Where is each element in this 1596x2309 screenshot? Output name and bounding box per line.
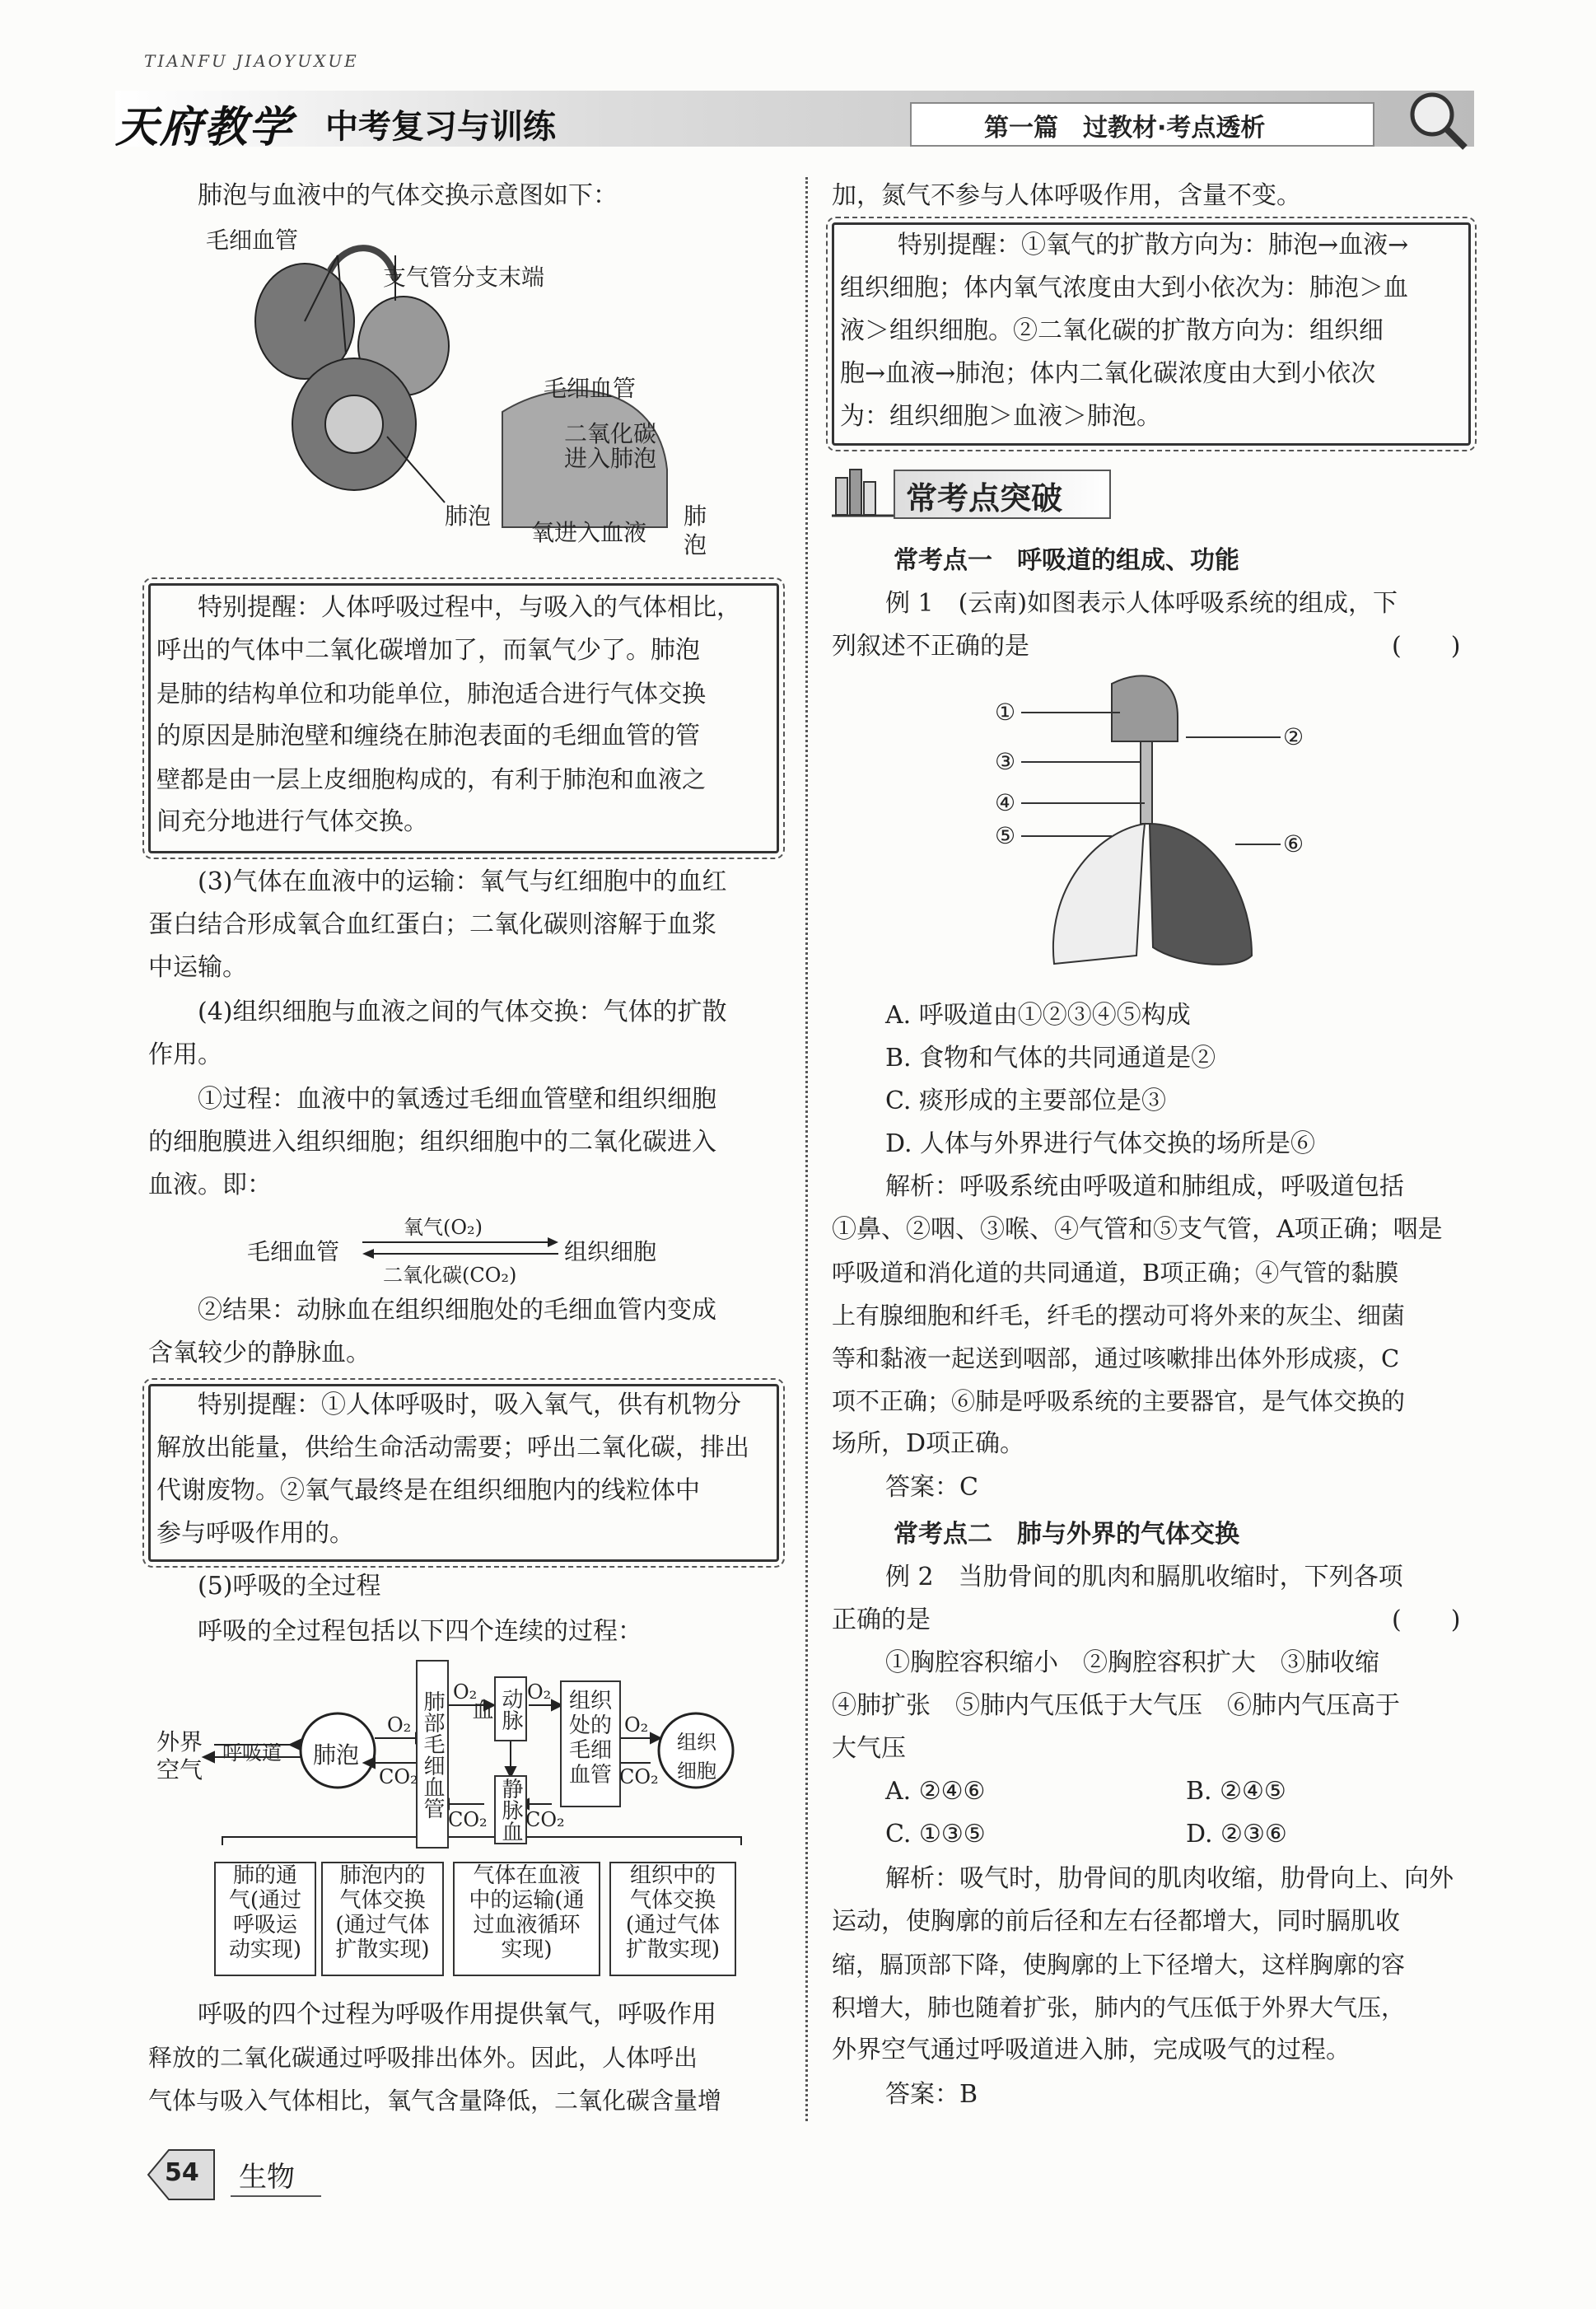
s3-l4: 实现): [501, 1937, 553, 1962]
tip1-line-1: 特别提醒：人体呼吸过程中，与吸入的气体相比，: [198, 593, 741, 622]
opt2-c: C. ①③⑤: [885, 1820, 986, 1849]
ex2-line-2: 正确的是: [832, 1606, 931, 1634]
p8: 呼吸的全过程包括以下四个连续的过程：: [198, 1617, 642, 1646]
column-divider: [805, 177, 808, 2121]
s4-l3: (通过气体: [625, 1913, 721, 1937]
right-continuation: 加，氮气不参与人体呼吸作用，含量不变。: [832, 181, 1301, 210]
p9-line-2: 释放的二氧化碳通过呼吸排出体外。因此，人体呼出: [148, 2044, 698, 2072]
ana2-line-4: 积增大，肺也随着扩张，肺内的气压低于外界大气压，: [832, 1993, 1406, 2022]
items2-line-3: 大气压: [832, 1734, 906, 1763]
tip3-line-1: 特别提醒：①氧气的扩散方向为：肺泡→血液→: [898, 231, 1409, 259]
flow-air-1: 外界: [156, 1728, 203, 1755]
flow-vein: [494, 1775, 527, 1844]
tip3-line-2: 组织细胞；体内氧气浓度由大到小依次为：肺泡＞血: [840, 273, 1408, 302]
opt2-b: B. ②④⑤: [1186, 1777, 1286, 1806]
opt1-d: D. 人体与外界进行气体交换的场所是⑥: [885, 1129, 1316, 1158]
s4-l1: 组织中的: [629, 1863, 716, 1888]
flow-stage-2: [321, 1862, 444, 1976]
fig2-label-2: ②: [1283, 723, 1304, 750]
s2-l1: 肺泡内的: [339, 1863, 426, 1888]
p3-line-1: (3)气体在血液中的运输：氧气与红细胞中的血红: [198, 867, 727, 896]
s4-l4: 扩散实现): [625, 1937, 721, 1962]
ans2: 答案：B: [885, 2080, 978, 2109]
tip3-line-5: 为：组织细胞＞血液＞肺泡。: [840, 402, 1161, 431]
s1-l3: 呼吸运: [232, 1913, 297, 1937]
tip2-line-4: 参与呼吸作用的。: [156, 1519, 354, 1548]
ana2-line-5: 外界空气通过呼吸道进入肺，完成吸气的过程。: [832, 2036, 1351, 2064]
s2-l2: 气体交换: [339, 1888, 426, 1913]
eq-left: 毛细血管: [247, 1238, 340, 1265]
tip3-line-3: 液＞组织细胞。②二氧化碳的扩散方向为：组织细: [840, 316, 1384, 345]
flow-lung-capillary: [416, 1660, 449, 1849]
label-alveolus: 肺泡: [445, 502, 492, 530]
flow-alveolus: 肺泡: [313, 1741, 360, 1769]
flow-stage-3: [453, 1862, 600, 1976]
p3-line-3: 中运输。: [148, 953, 247, 982]
items2-line-2: ④肺扩张 ⑤肺内气压低于大气压 ⑥肺内气压高于: [832, 1691, 1400, 1720]
tip1-line-6: 间充分地进行气体交换。: [156, 807, 428, 836]
p9-line-3: 气体与吸入气体相比，氧气含量降低，二氧化碳含量增: [148, 2087, 722, 2115]
p6-line-1: ②结果：动脉血在组织细胞处的毛细血管内变成: [198, 1296, 716, 1325]
opt1-a: A. 呼吸道由①②③④⑤构成: [885, 1001, 1191, 1030]
fig2-label-4: ④: [995, 789, 1016, 816]
opt1-c: C. 痰形成的主要部位是③: [885, 1087, 1166, 1115]
eq-bottom: 二氧化碳(CO₂): [383, 1264, 517, 1287]
ana2-line-3: 缩，膈顶部下降，使胸廓的上下径增大，这样胸廓的容: [832, 1951, 1406, 1979]
ana2-line-1: 解析：吸气时，肋骨间的肌肉收缩，肋骨向上、向外: [885, 1864, 1454, 1893]
flow-lung-capillary-text: 肺部毛细血管: [420, 1690, 445, 1819]
p7: (5)呼吸的全过程: [198, 1572, 381, 1601]
ana2-line-2: 运动，使胸廓的前后径和左右径都增大，同时膈肌收: [832, 1907, 1400, 1936]
flow-co2-2: CO₂: [448, 1808, 488, 1831]
s3-l3: 过血液循环: [473, 1913, 581, 1937]
tip1-line-5: 壁都是由一层上皮细胞构成的，有利于肺泡和血液之: [156, 765, 707, 793]
label-bronchiole: 支气管分支末端: [383, 264, 545, 291]
flow-stage-4: [609, 1862, 736, 1976]
flow-artery-text: 动脉血: [469, 1687, 523, 1731]
s2-l4: 扩散实现): [335, 1937, 430, 1962]
flow-tract: 呼吸道: [222, 1741, 282, 1764]
fig2-label-1: ①: [995, 699, 1016, 726]
tip2-line-2: 解放出能量，供给生命活动需要；呼出二氧化碳，排出: [156, 1433, 749, 1462]
logo-en: TIANFU JIAOYUXUE: [144, 51, 359, 71]
s1-l4: 动实现): [228, 1937, 302, 1962]
ex2-paren: ( ): [1392, 1606, 1461, 1634]
s2-l3: (通过气体: [335, 1913, 430, 1937]
flow-air-2: 空气: [156, 1756, 203, 1783]
respiration-flowchart: [148, 1660, 758, 1989]
opt1-b: B. 食物和气体的共同通道是②: [885, 1044, 1216, 1073]
flow-stage-1: [214, 1862, 316, 1976]
s3-l2: 中的运输(通: [469, 1888, 585, 1913]
s3-l1: 气体在血液: [473, 1863, 581, 1888]
flow-co2-4: CO₂: [619, 1765, 659, 1788]
kp1-title: 常考点一 呼吸道的组成、功能: [894, 546, 1239, 575]
tip1-line-4: 的原因是肺泡壁和缠绕在肺泡表面的毛细血管的管: [156, 722, 700, 750]
items2-line-1: ①胸腔容积缩小 ②胸腔容积扩大 ③肺收缩: [885, 1648, 1379, 1677]
ana1-line-4: 上有腺细胞和纤毛，纤毛的摆动可将外来的灰尘、细菌: [832, 1302, 1406, 1330]
flow-o2-1: O₂: [387, 1713, 412, 1736]
ana1-line-5: 等和黏液一起送到咽部，通过咳嗽排出体外形成痰，C: [832, 1344, 1400, 1372]
tip2-line-1: 特别提醒：①人体呼吸时，吸入氧气，供有机物分: [198, 1391, 741, 1419]
opt2-d: D. ②③⑥: [1186, 1820, 1287, 1849]
alveoli-figure: [198, 222, 725, 568]
footer-rule: [231, 2195, 321, 2197]
opt2-a: A. ②④⑥: [885, 1777, 986, 1806]
series-title: 中考复习与训练: [325, 108, 556, 146]
logo: 天府教学: [115, 103, 294, 152]
s1-l1: 肺的通: [232, 1863, 297, 1888]
p5-line-3: 血液。即：: [148, 1171, 272, 1199]
label-co2-b: 进入肺泡: [564, 445, 657, 472]
ana1-line-1: 解析：呼吸系统由呼吸道和肺组成，呼吸道包括: [885, 1172, 1404, 1201]
heading-title: 常考点突破: [906, 480, 1063, 516]
p3-line-2: 蛋白结合形成氧合血红蛋白；二氧化碳则溶解于血浆: [148, 910, 716, 939]
ana1-line-3: 呼吸道和消化道的共同通道，B项正确；④气管的黏膜: [832, 1259, 1399, 1287]
ex2-line-1: 例 2 当肋骨间的肌肉和膈肌收缩时，下列各项: [885, 1563, 1403, 1592]
footer-subject: 生物: [239, 2161, 295, 2194]
respiratory-figure: [988, 667, 1318, 980]
label-capillary: 毛细血管: [206, 227, 299, 254]
label-o2-blood: 氧进入血液: [531, 519, 647, 546]
magnifier-icon: [1404, 86, 1454, 136]
s4-l2: 气体交换: [629, 1888, 716, 1913]
ex1-line-2: 列叙述不正确的是: [832, 632, 1029, 661]
page-number: 54: [165, 2158, 199, 2187]
flow-co2-3: CO₂: [525, 1808, 565, 1831]
ex1-line-1: 例 1 (云南)如图表示人体呼吸系统的组成，下: [885, 589, 1398, 618]
ana1-line-2: ①鼻、②咽、③喉、④气管和⑤支气管，A项正确；咽是: [832, 1215, 1443, 1244]
kp2-title: 常考点二 肺与外界的气体交换: [894, 1520, 1239, 1549]
flow-tissue-capillary: [560, 1680, 621, 1807]
tip3-line-4: 胞→血液→肺泡；体内二氧化碳浓度由大到小依次: [840, 359, 1376, 388]
flow-o2-3: O₂: [527, 1680, 552, 1704]
p9-line-1: 呼吸的四个过程为呼吸作用提供氧气，呼吸作用: [198, 2000, 716, 2029]
tip1-line-2: 呼出的气体中二氧化碳增加了，而氧气少了。肺泡: [156, 636, 700, 665]
fig2-label-6: ⑥: [1283, 830, 1304, 858]
fig2-label-3: ③: [995, 748, 1016, 775]
flow-o2-4: O₂: [624, 1713, 649, 1736]
flow-tissue-capillary-text: 组织处的毛细血管: [568, 1689, 612, 1788]
ana1-line-7: 场所，D项正确。: [832, 1429, 1025, 1458]
label-co2-a: 二氧化碳: [564, 420, 657, 447]
eq-right: 组织细胞: [564, 1238, 657, 1265]
p5-line-2: 的细胞膜进入组织细胞；组织细胞中的二氧化碳进入: [148, 1128, 716, 1157]
intro-text: 肺泡与血液中的气体交换示意图如下：: [198, 181, 618, 210]
tip2-line-3: 代谢废物。②氧气最终是在组织细胞内的线粒体中: [156, 1476, 700, 1505]
flow-o2-2: O₂: [453, 1680, 478, 1704]
tip1-line-3: 是肺的结构单位和功能单位，肺泡适合进行气体交换: [156, 680, 707, 708]
fig2-label-5: ⑤: [995, 822, 1016, 849]
s1-l2: 气(通过: [228, 1888, 302, 1913]
section-title: 第一篇 过教材·考点透析: [984, 114, 1266, 143]
p5-line-1: ①过程：血液中的氧透过毛细血管壁和组织细胞: [198, 1085, 716, 1114]
gas-exchange-equation: [247, 1211, 708, 1285]
books-icon: [832, 461, 898, 522]
flow-co2-1: CO₂: [379, 1765, 418, 1788]
flow-vein-text: 静脉血: [498, 1778, 523, 1842]
flow-artery: [469, 1676, 527, 1741]
p4-line-1: (4)组织细胞与血液之间的气体交换：气体的扩散: [198, 998, 727, 1026]
label-capillary-2: 毛细血管: [544, 375, 637, 402]
eq-top: 氧气(O₂): [404, 1216, 483, 1239]
label-alveolus-2b: 泡: [684, 531, 707, 559]
ana1-line-6: 项不正确；⑥肺是呼吸系统的主要器官，是气体交换的: [832, 1387, 1406, 1415]
label-alveolus-2a: 肺: [684, 502, 707, 530]
flow-cell: 组织细胞: [677, 1731, 716, 1783]
ans1: 答案：C: [885, 1473, 978, 1502]
p4-line-2: 作用。: [148, 1040, 222, 1069]
p6-line-2: 含氧较少的静脉血。: [148, 1339, 371, 1367]
ex1-paren: ( ): [1392, 632, 1461, 661]
